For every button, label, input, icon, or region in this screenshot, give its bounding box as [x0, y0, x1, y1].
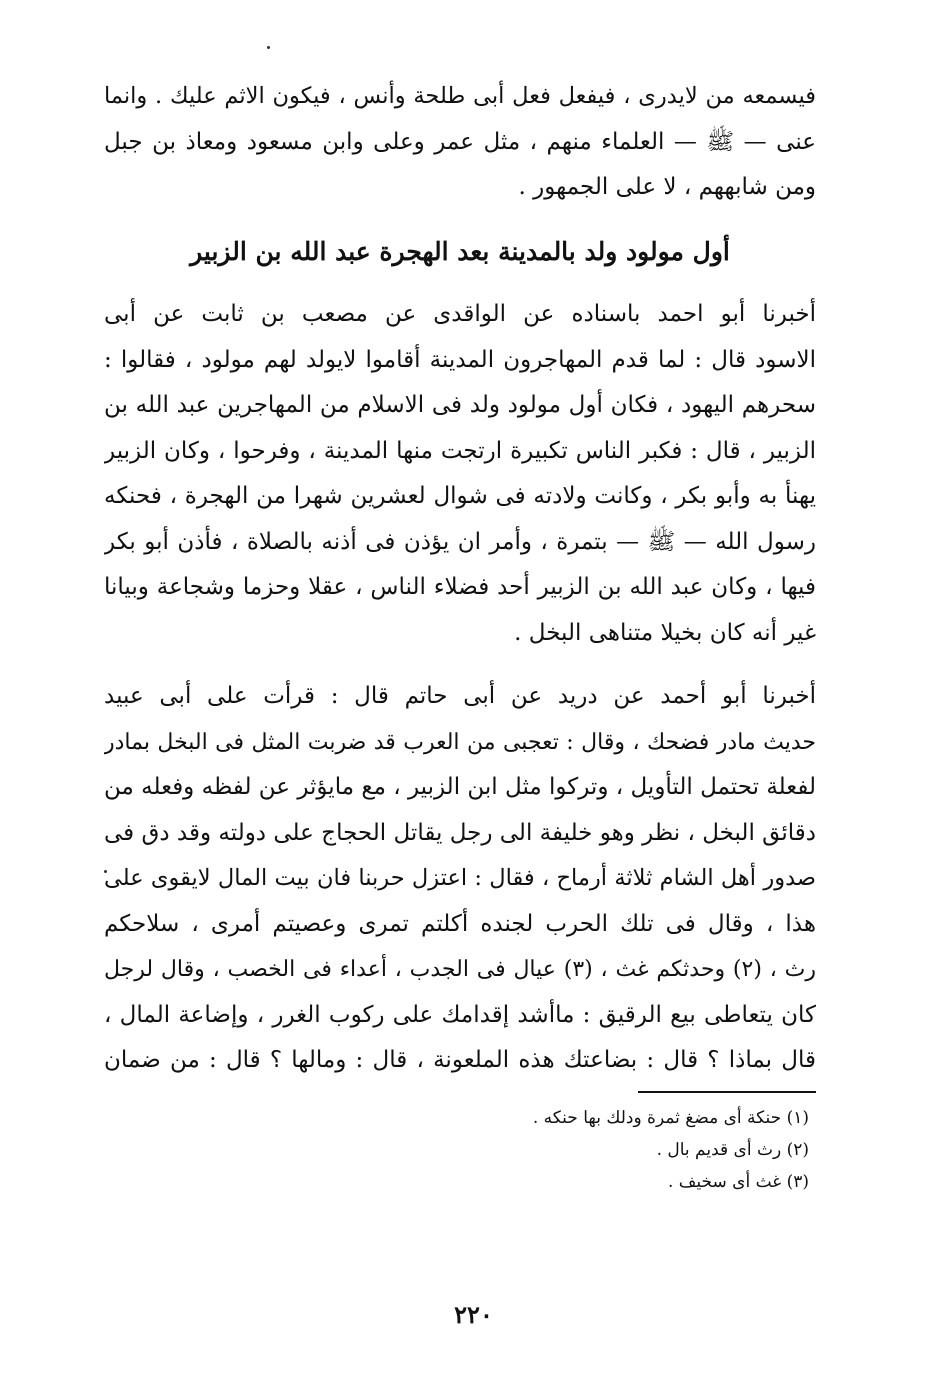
text-line: أخبرنا أبو أحمد عن دريد عن أبى حاتم قال : قرأت على أبى عبيد — [104, 683, 816, 709]
text-line: سحرهم اليهود ، فكان أول مولود ولد فى الاسلام من المهاجرين عبد الله بن — [104, 392, 816, 418]
text-line: رث ، (٢) وحدثكم غث ، (٣) عيال فى الجدب ، أعداء فى الخصب ، وقال لرجل — [104, 957, 816, 982]
text-line: دقائق البخل ، نظر وهو خليفة الى رجل يقاتل الحجاج على دولته وقد دق فى — [104, 819, 816, 846]
section-heading: أول مولود ولد بالمدينة بعد الهجرة عبد الله بن الزبير — [190, 237, 730, 266]
text-line: كان يتعاطى بيع الرقيق : ماأشد إقدامك على ركوب الغرر ، وإضاعة المال ، — [104, 1001, 816, 1028]
footnote-1: (١) حنكة أى مضغ ثمرة ودلك بها حنكه . — [532, 1108, 809, 1128]
footnotes — [104, 1102, 809, 1198]
stinginess-anecdote-paragraph — [104, 674, 816, 1084]
birth-narrative-paragraph — [104, 292, 816, 656]
text-line: حديث مادر فضحك ، وقال : تعجبى من العرب قد ضربت المثل فى البخل بمادر — [104, 729, 816, 755]
text-line: الزبير ، قال : فكبر الناس تكبيرة ارتجت منها المدينة ، وفرحوا ، وكان الزبير — [104, 437, 816, 464]
text-line: لفعلة تحتمل التأويل ، وتركوا مثل ابن الزبير ، مع مايؤثر عن لفظه وفعله من — [104, 774, 816, 800]
text-line: صدور أهل الشام ثلاثة أرماح ، فقال : اعتزل حربنا فان بيت المال لايقوى على — [104, 865, 816, 891]
text-line: هذا ، وقال فى تلك الحرب لجنده أكلتم تمرى وعصيتم أمرى ، سلاحكم — [104, 910, 816, 937]
text-line: فيها ، وكان عبد الله بن الزبير أحد فضلاء الناس ، عقلا وحزما وشجاعة وبيانا — [104, 574, 816, 600]
footnote-divider — [638, 1091, 816, 1093]
opening-paragraph — [104, 74, 816, 211]
text-line: رسول الله — ﷺ — بتمرة ، وأمر ان يؤذن فى أذنه بالصلاة ، فأذن أبو بكر — [104, 528, 816, 555]
text-line: عنى — ﷺ — العلماء منهم ، مثل عمر وعلى وابن مسعود ومعاذ بن جبل — [104, 128, 816, 155]
scan-speck — [267, 46, 270, 49]
text-line: فيسمعه من لايدرى ، فيفعل فعل أبى طلحة وأنس ، فيكون الاثم عليك . وانما — [104, 83, 816, 109]
text-line: غير أنه كان بخيلا متناهى البخل . — [514, 619, 816, 646]
text-line: الاسود قال : لما قدم المهاجرون المدينة أقاموا لايولد لهم مولود ، فقالوا : — [104, 346, 816, 373]
text-line: أخبرنا أبو احمد باسناده عن الواقدى عن مصعب بن ثابت عن أبى — [104, 301, 816, 327]
footnote-3: (٣) غث أى سخيف . — [668, 1172, 809, 1192]
text-line: ومن شابههم ، لا على الجمهور . — [518, 174, 816, 200]
text-line: قال بماذا ؟ قال : بضاعتك هذه الملعونة ، قال : ومالها ؟ قال : من ضمان — [104, 1047, 816, 1073]
footnote-2: (٢) رث أى قديم بال . — [656, 1140, 809, 1160]
text-line: يهنأ به وأبو بكر ، وكانت ولادته فى شوال لعشرين شهرا من الهجرة ، فحنكه — [104, 483, 816, 509]
page-number: ٢٢٠ — [454, 1300, 493, 1329]
